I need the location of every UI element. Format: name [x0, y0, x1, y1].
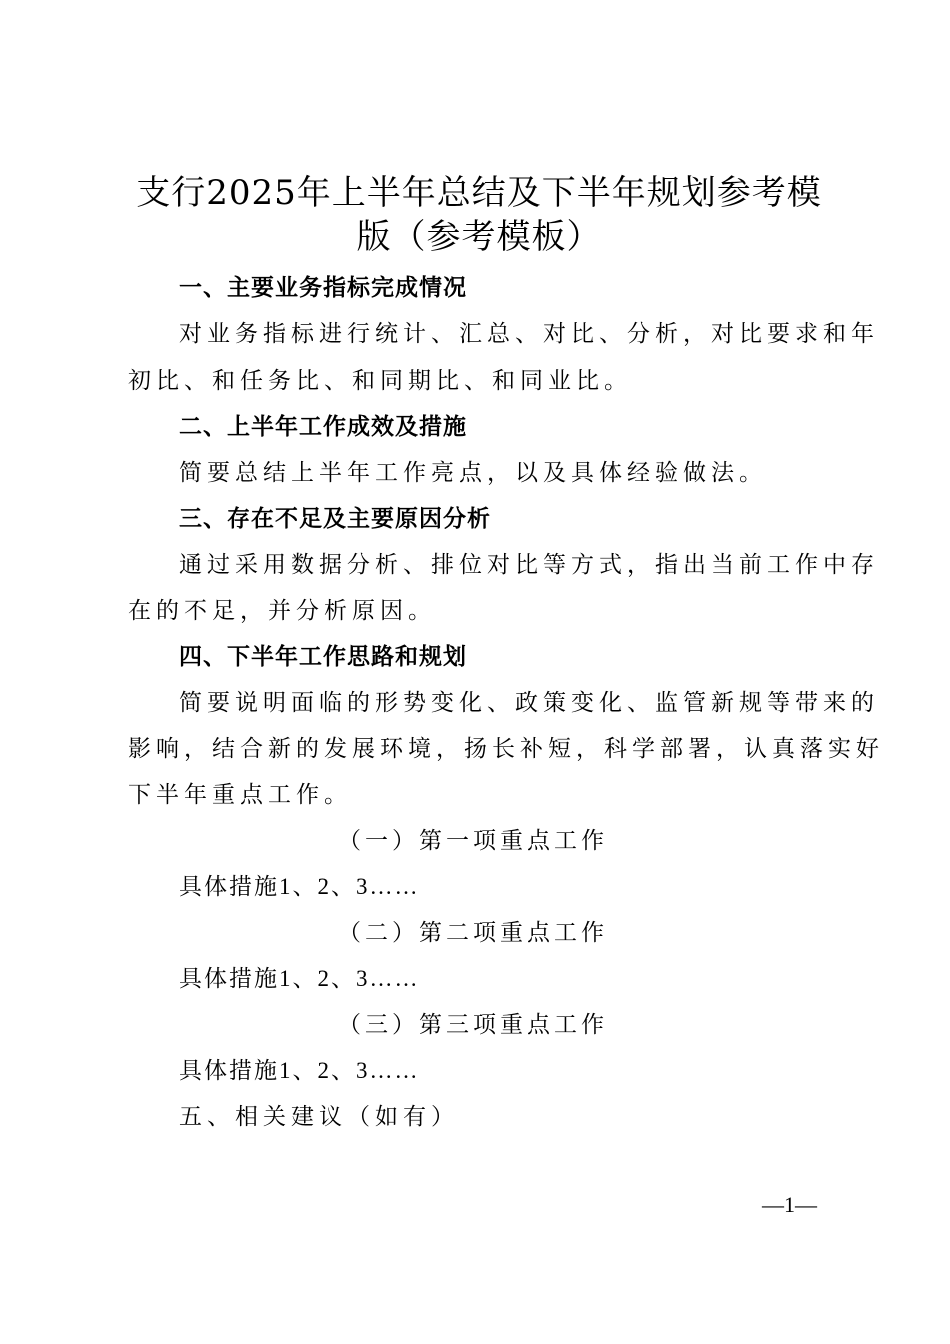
- section-4-paragraph-line-2: 影响，结合新的发展环境，扬长补短，科学部署，认真落实好: [128, 736, 884, 762]
- section-heading-3: 三、存在不足及主要原因分析: [179, 506, 491, 532]
- section-3-paragraph-line-2: 在的不足，并分析原因。: [128, 598, 436, 624]
- key-task-title-1: （一）第一项重点工作: [338, 828, 608, 854]
- section-heading-4: 四、下半年工作思路和规划: [179, 644, 467, 670]
- section-1-paragraph-line-2: 初比、和任务比、和同期比、和同业比。: [128, 368, 632, 394]
- section-heading-5: 五、相关建议（如有）: [179, 1104, 459, 1130]
- key-task-title-3: （三）第三项重点工作: [338, 1012, 608, 1038]
- key-task-measure-2: 具体措施1、2、3……: [179, 966, 420, 991]
- key-task-title-2: （二）第二项重点工作: [338, 920, 608, 946]
- document-title-line-2: 版（参考模板）: [356, 217, 602, 257]
- section-4-paragraph-line-3: 下半年重点工作。: [128, 782, 352, 808]
- section-heading-2: 二、上半年工作成效及措施: [179, 414, 467, 440]
- key-task-measure-1: 具体措施1、2、3……: [179, 874, 420, 899]
- section-4-paragraph-line-1: 简要说明面临的形势变化、政策变化、监管新规等带来的: [179, 690, 879, 716]
- section-2-paragraph-line-1: 简要总结上半年工作亮点，以及具体经验做法。: [179, 460, 767, 486]
- section-1-paragraph-line-1: 对业务指标进行统计、汇总、对比、分析，对比要求和年: [179, 321, 879, 347]
- section-3-paragraph-line-1: 通过采用数据分析、排位对比等方式，指出当前工作中存: [179, 552, 879, 578]
- key-task-measure-3: 具体措施1、2、3……: [179, 1058, 420, 1083]
- page-number: —1—: [762, 1192, 817, 1217]
- section-heading-1: 一、主要业务指标完成情况: [179, 275, 467, 301]
- document-title-line-1: 支行2025年上半年总结及下半年规划参考模: [136, 173, 822, 213]
